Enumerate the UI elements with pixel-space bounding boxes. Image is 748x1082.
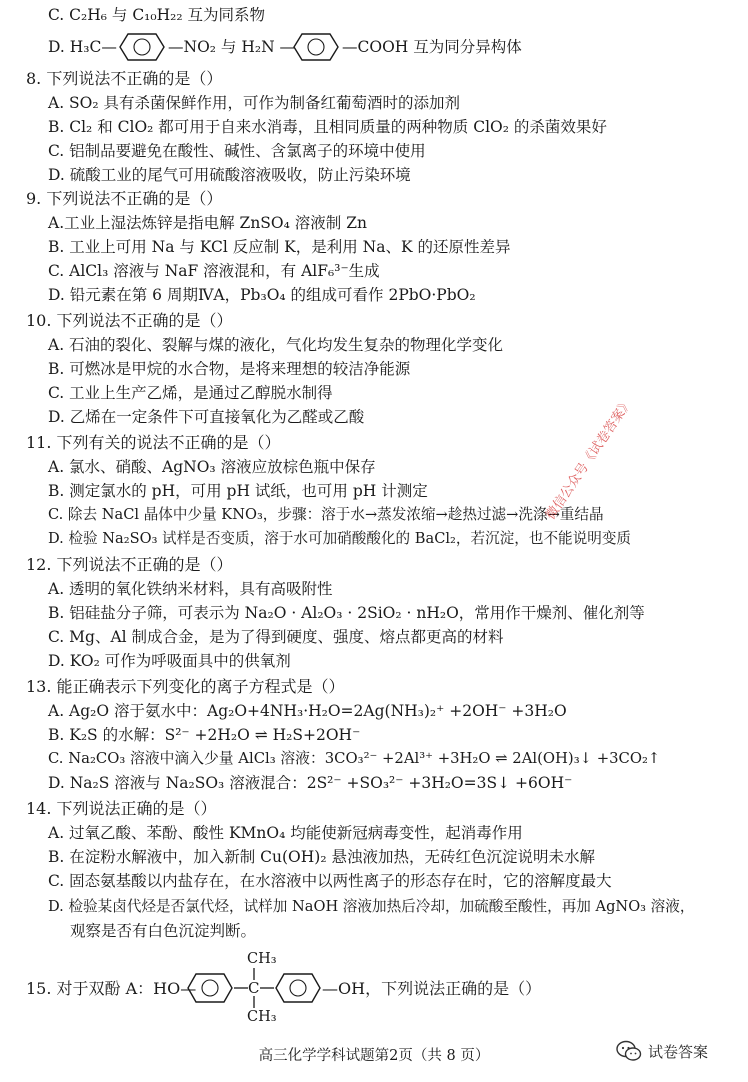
q13-option-b: B. K₂S 的水解：S²⁻ +2H₂O ⇌ H₂S+2OH⁻ <box>48 726 361 744</box>
q11-option-d: D. 检验 Na₂SO₃ 试样是否变质，溶于水可加硝酸酸化的 BaCl₂，若沉淀，也不能说明变质 <box>48 530 632 547</box>
q9-option-a: A.工业上湿法炼锌是指电解 ZnSO₄ 溶液制 Zn <box>48 214 367 232</box>
q14-option-a: A. 过氧乙酸、苯酚、酸性 KMnO₄ 均能使新冠病毒变性，起消毒作用 <box>48 824 523 842</box>
q12-stem: 12. 下列说法不正确的是（） <box>26 555 233 574</box>
q14-option-b: B. 在淀粉水解液中，加入新制 Cu(OH)₂ 悬浊液加热，无砖红色沉淀说明未水解 <box>48 848 595 866</box>
q13-stem: 13. 能正确表示下列变化的离子方程式是（） <box>26 677 345 696</box>
benzene-ring-icon <box>186 972 234 1004</box>
q13-option-a: A. Ag₂O 溶于氨水中：Ag₂O+4NH₃·H₂O=2Ag(NH₃)₂⁺ +2OH⁻ +3H₂O <box>48 702 567 720</box>
q9-option-b: B. 工业上可用 Na 与 KCl 反应制 K，是利用 Na、K 的还原性差异 <box>48 238 511 256</box>
q11-option-a: A. 氯水、硝酸、AgNO₃ 溶液应放棕色瓶中保存 <box>48 458 376 476</box>
page-footer: 高三化学学科试题第2页（共 8 页） <box>258 1048 490 1064</box>
q12-option-d: D. KO₂ 可作为呼吸面具中的供氧剂 <box>48 652 291 670</box>
q8-stem: 8. 下列说法不正确的是（） <box>26 69 223 88</box>
q15-ch3-top: CH₃ <box>247 951 277 967</box>
q10-option-b: B. 可燃冰是甲烷的水合物，是将来理想的较洁净能源 <box>48 360 411 378</box>
q7-option-d-suffix: —COOH 互为同分异构体 <box>342 38 522 56</box>
q10-option-d: D. 乙烯在一定条件下可直接氧化为乙醛或乙酸 <box>48 408 365 426</box>
q8-option-d: D. 硫酸工业的尾气可用硫酸溶液吸收，防止污染环境 <box>48 166 411 184</box>
q9-option-c: C. AlCl₃ 溶液与 NaF 溶液混和，有 AlF₆³⁻生成 <box>48 262 380 280</box>
q13-option-c: C. Na₂CO₃ 溶液中滴入少量 AlCl₃ 溶液：3CO₃²⁻ +2Al³⁺ +3H₂O ⇌ 2Al(OH)₃↓ +3CO₂↑ <box>48 750 661 767</box>
q15-stem-suffix: —OH，下列说法正确的是（） <box>322 979 542 998</box>
q15-center-carbon: C <box>248 979 260 997</box>
q14-option-d-line1: D. 检验某卤代烃是否氯代烃，试样加 NaOH 溶液加热后冷却，加硫酸至酸性，再加 AgNO₃ 溶液， <box>48 898 695 915</box>
benzene-ring-icon <box>118 32 166 62</box>
brand-label: 试卷答案 <box>648 1042 709 1061</box>
q7-option-d-mid: —NO₂ 与 H₂N — <box>168 38 296 56</box>
q7-option-d-prefix: D. H₃C— <box>48 38 117 56</box>
q11-option-c: C. 除去 NaCl 晶体中少量 KNO₃，步骤：溶于水→蒸发浓缩→趁热过滤→洗涤→重结晶 <box>48 506 604 523</box>
q13-option-d: D. Na₂S 溶液与 Na₂SO₃ 溶液混合：2S²⁻ +SO₃²⁻ +3H₂O=3S↓ +6OH⁻ <box>48 774 573 792</box>
q8-option-c: C. 铝制品要避免在酸性、碱性、含氯离子的环境中使用 <box>48 142 426 160</box>
watermark-text: 微信公众号《试卷答案》 <box>543 395 636 523</box>
q11-stem: 11. 下列有关的说法不正确的是（） <box>26 433 281 452</box>
q9-stem: 9. 下列说法不正确的是（） <box>26 189 223 208</box>
q10-option-a: A. 石油的裂化、裂解与煤的液化，气化均发生复杂的物理化学变化 <box>48 336 504 354</box>
q15-stem-prefix: 15. 对于双酚 A：HO— <box>26 979 197 998</box>
q12-option-a: A. 透明的氧化铁纳米材料，具有高吸附性 <box>48 580 333 598</box>
q14-option-d-line2: 观察是否有白色沉淀判断。 <box>70 922 257 940</box>
q11-option-b: B. 测定氯水的 pH，可用 pH 试纸，也可用 pH 计测定 <box>48 482 428 500</box>
benzene-ring-icon <box>292 32 340 62</box>
q9-option-d: D. 铅元素在第 6 周期ⅣA，Pb₃O₄ 的组成可看作 2PbO·PbO₂ <box>48 286 476 304</box>
q15-ch3-bottom: CH₃ <box>247 1009 277 1025</box>
benzene-ring-icon <box>274 972 322 1004</box>
q10-option-c: C. 工业上生产乙烯，是通过乙醇脱水制得 <box>48 384 333 402</box>
wechat-icon <box>616 1040 642 1062</box>
q8-option-a: A. SO₂ 具有杀菌保鲜作用，可作为制备红葡萄酒时的添加剂 <box>48 94 461 112</box>
q7-option-c: C. C₂H₆ 与 C₁₀H₂₂ 互为同系物 <box>48 6 265 24</box>
q10-stem: 10. 下列说法不正确的是（） <box>26 311 233 330</box>
q12-option-b: B. 铝硅盐分子筛，可表示为 Na₂O · Al₂O₃ · 2SiO₂ · nH₂O，常用作干燥剂、催化剂等 <box>48 604 645 622</box>
q12-option-c: C. Mg、Al 制成合金，是为了得到硬度、强度、熔点都更高的材料 <box>48 628 504 646</box>
q14-option-c: C. 固态氨基酸以内盐存在，在水溶液中以两性离子的形态存在时，它的溶解度最大 <box>48 872 612 890</box>
q14-stem: 14. 下列说法正确的是（） <box>26 799 217 818</box>
brand-badge <box>616 1040 708 1062</box>
q8-option-b: B. Cl₂ 和 ClO₂ 都可用于自来水消毒，且相同质量的两种物质 ClO₂ 的杀菌效果好 <box>48 118 607 136</box>
